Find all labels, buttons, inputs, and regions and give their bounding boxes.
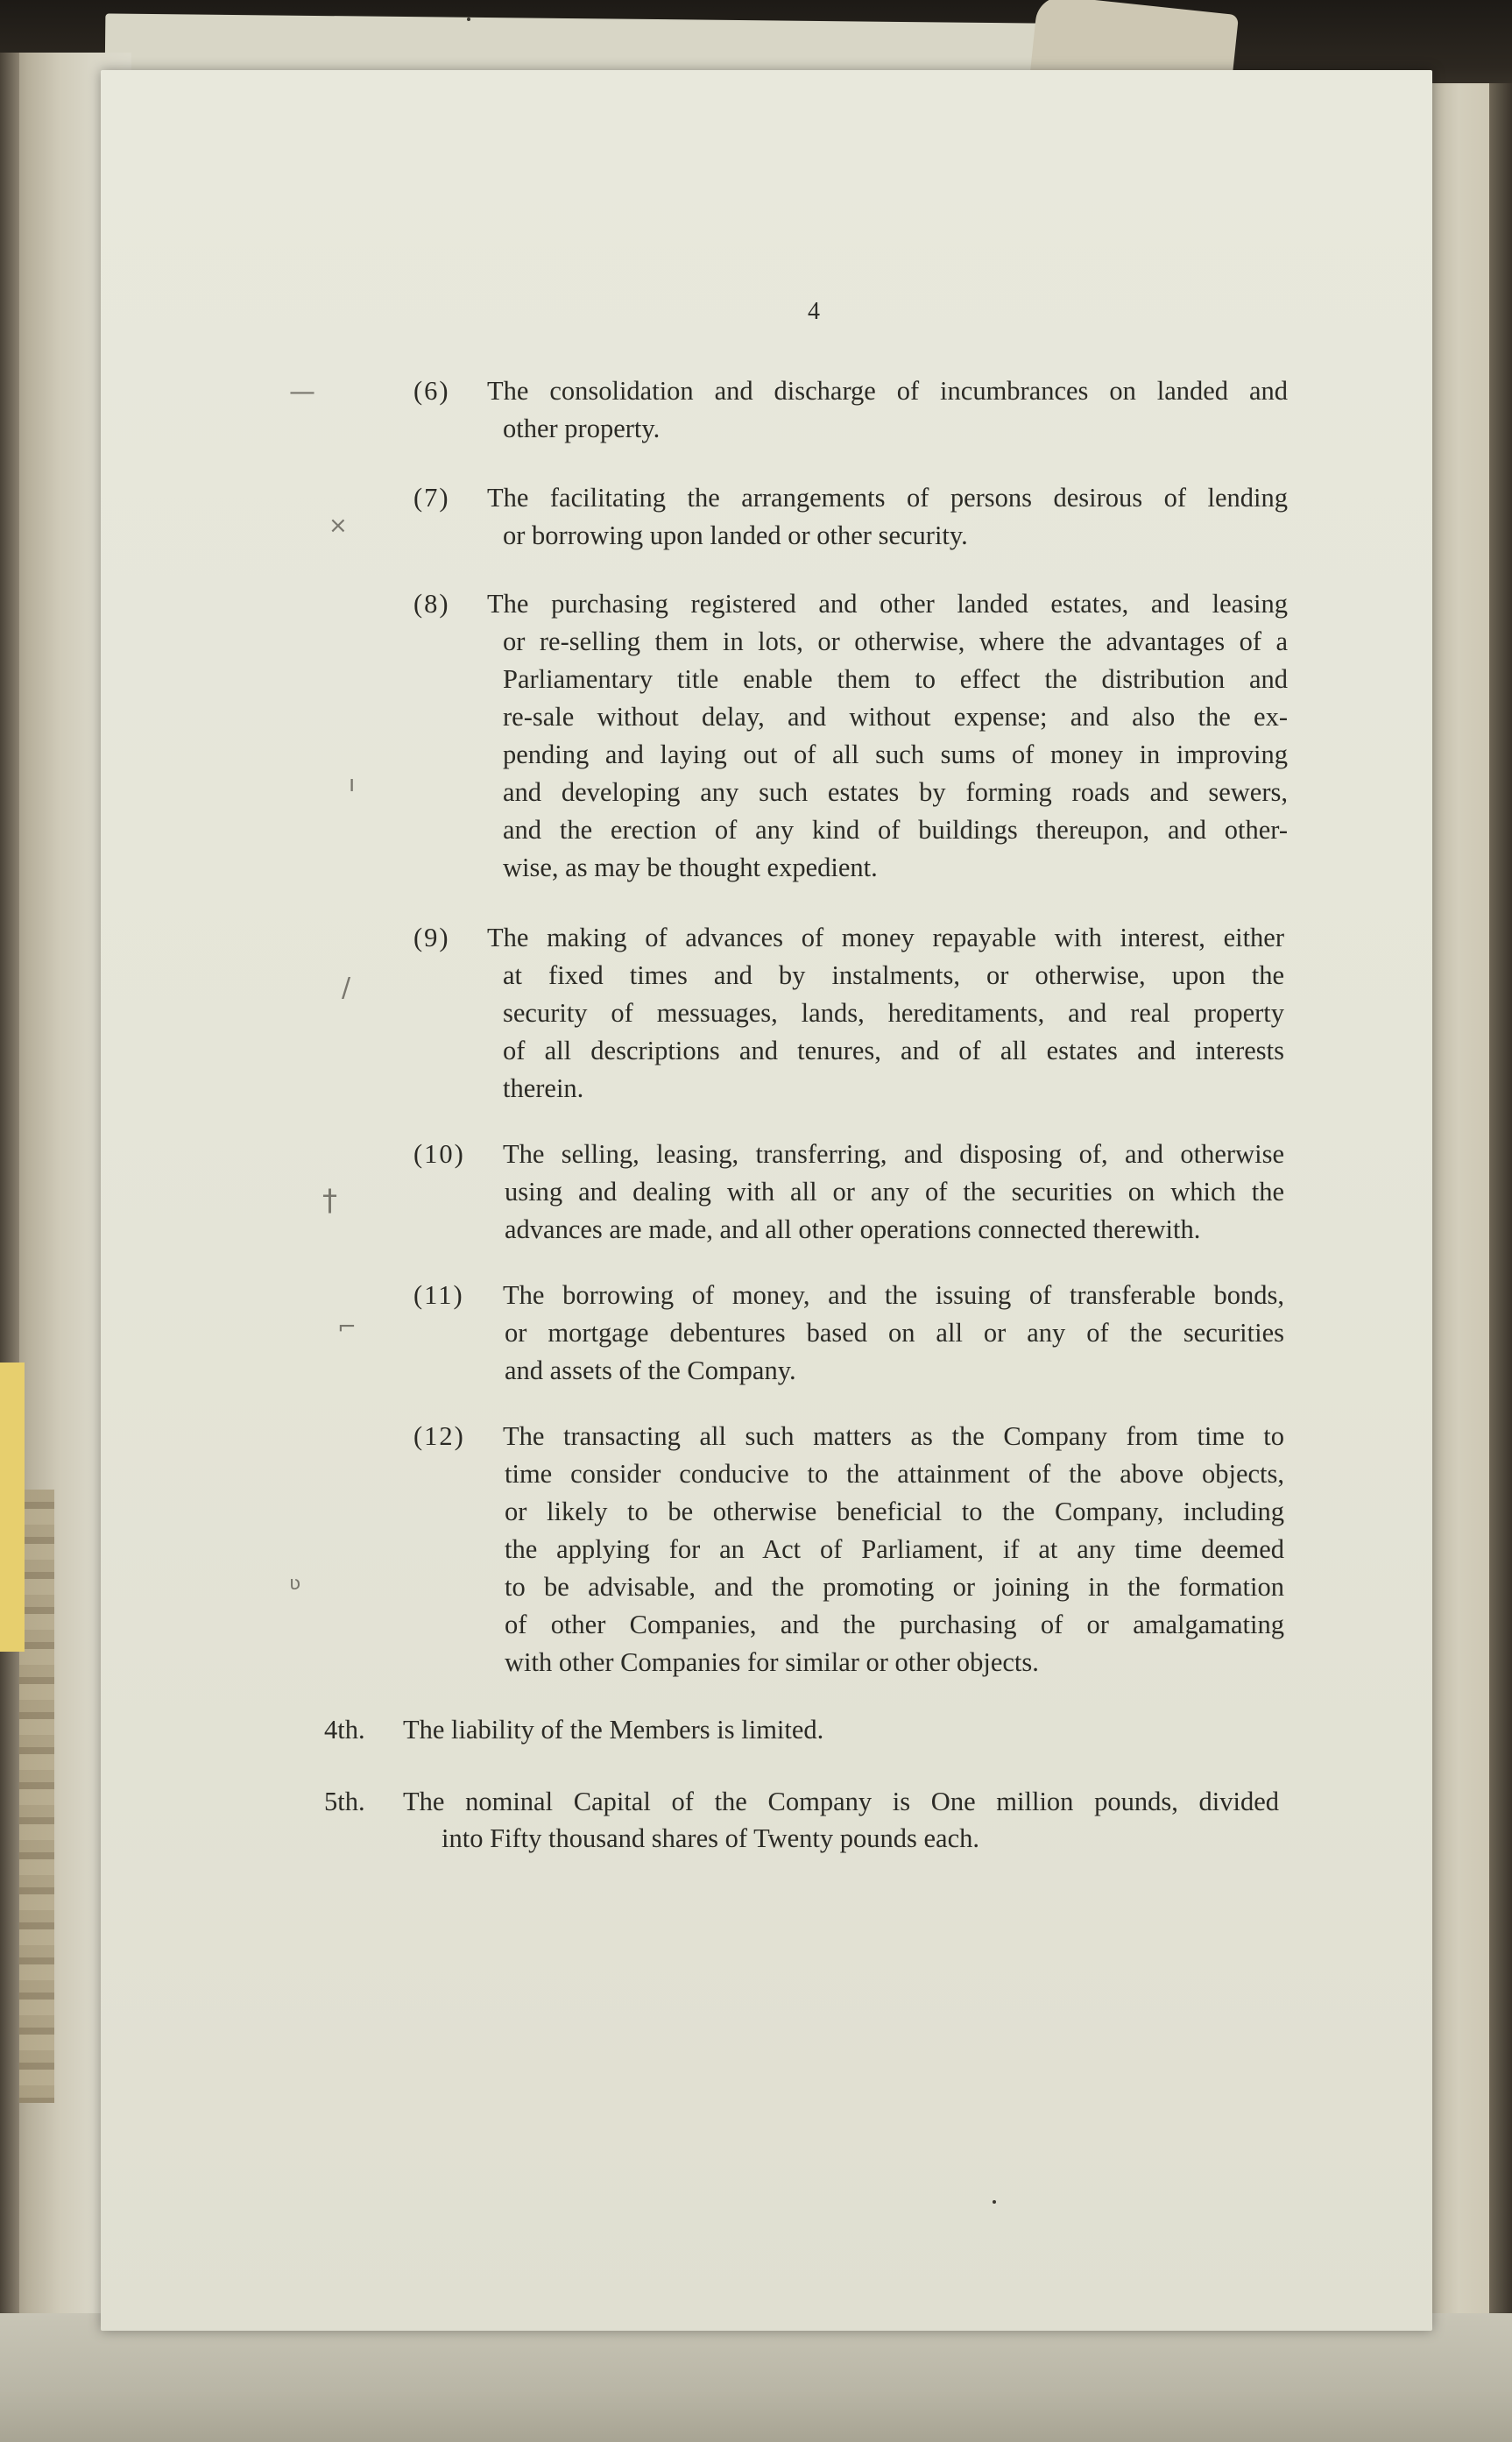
paragraph-line: with other Companies for similar or other objects. <box>505 1647 1039 1677</box>
pencil-mark: ı <box>349 771 356 797</box>
ink-speck <box>993 2200 996 2204</box>
paragraph-number: (6) <box>413 376 450 406</box>
paragraph-line: Parliamentary title enable them to effect the distribution and <box>503 664 1288 694</box>
paragraph-line: therein. <box>503 1073 584 1103</box>
paragraph-number: (10) <box>413 1139 465 1169</box>
paragraph-line: The transacting all such matters as the Company from time to <box>503 1421 1284 1451</box>
paragraph-6 <box>413 372 1288 448</box>
paragraph-line: other property. <box>503 414 661 443</box>
paragraph-7 <box>413 479 1288 555</box>
paragraph-line: The borrowing of money, and the issuing of transferable bonds, <box>503 1280 1284 1310</box>
paragraph-line: wise, as may be thought expedient. <box>503 853 878 882</box>
clause-line: into Fifty thousand shares of Twenty pounds each. <box>442 1823 979 1853</box>
paragraph-line: of all descriptions and tenures, and of all estates and interests <box>503 1036 1284 1065</box>
paragraph-line: and the erection of any kind of buildings thereupon, and other- <box>503 815 1288 845</box>
pencil-mark: / <box>342 973 351 1003</box>
clause-line: The liability of the Members is limited. <box>403 1715 824 1745</box>
paragraph-line: of other Companies, and the purchasing of or amalgamating <box>505 1610 1284 1639</box>
clause-label: 4th. <box>324 1715 365 1745</box>
pencil-mark: ⌐ <box>337 1314 357 1341</box>
paragraph-12 <box>413 1418 1284 1681</box>
paragraph-line: to be advisable, and the promoting or joining in the formation <box>505 1572 1284 1602</box>
worn-paper-strip <box>19 1490 54 2103</box>
paragraph-line: at fixed times and by instalments, or otherwise, upon the <box>503 960 1284 990</box>
paragraph-line: The selling, leasing, transferring, and disposing of, and otherwise <box>503 1139 1284 1169</box>
paragraph-line: or borrowing upon landed or other security. <box>503 520 968 550</box>
paragraph-line: and assets of the Company. <box>505 1355 796 1385</box>
paragraph-line: security of messuages, lands, hereditaments, and real property <box>503 998 1284 1028</box>
clause-5th <box>324 1783 1279 1857</box>
paragraph-number: (8) <box>413 589 450 619</box>
clause-line: The nominal Capital of the Company is One million pounds, divided <box>403 1787 1279 1816</box>
paragraph-11 <box>413 1277 1284 1390</box>
pencil-mark: — <box>289 377 315 407</box>
clause-label: 5th. <box>324 1787 365 1816</box>
paragraph-number: (9) <box>413 923 450 952</box>
paragraph-line: using and dealing with all or any of the securities on which the <box>505 1177 1284 1207</box>
yellow-paper-tab <box>0 1363 25 1652</box>
paragraph-line: the applying for an Act of Parliament, if at any time deemed <box>505 1534 1284 1564</box>
pencil-mark: × <box>329 513 348 539</box>
right-binding-shadow <box>1489 83 1512 2442</box>
bottom-board <box>0 2313 1512 2442</box>
paragraph-8 <box>413 585 1288 887</box>
paragraph-line: and developing any such estates by forming roads and sewers, <box>503 777 1288 807</box>
paragraph-line: pending and laying out of all such sums of money in improving <box>503 740 1288 769</box>
paragraph-number: (12) <box>413 1421 465 1451</box>
ink-speck <box>467 18 470 21</box>
paragraph-line: The consolidation and discharge of incumbrances on landed and <box>487 376 1288 406</box>
paragraph-line: time consider conducive to the attainment of the above objects, <box>505 1459 1284 1489</box>
paragraph-9 <box>413 919 1284 1108</box>
paragraph-10 <box>413 1136 1284 1249</box>
pencil-mark: ʋ <box>289 1573 301 1595</box>
binding-left-edge <box>0 53 19 2442</box>
paragraph-line: or likely to be otherwise beneficial to the Company, including <box>505 1497 1284 1526</box>
pencil-mark: † <box>322 1183 337 1218</box>
clause-4th <box>324 1711 1279 1748</box>
page-number: 4 <box>808 298 820 325</box>
paragraph-line: or mortgage debentures based on all or any of the securities <box>505 1318 1284 1348</box>
paragraph-number: (7) <box>413 483 450 513</box>
paragraph-line: re-sale without delay, and without expense; and also the ex- <box>503 702 1288 732</box>
paragraph-line: or re-selling them in lots, or otherwise, where the advantages of a <box>503 626 1288 656</box>
paragraph-line: The purchasing registered and other landed estates, and leasing <box>487 589 1288 619</box>
paragraph-number: (11) <box>413 1280 464 1310</box>
paragraph-line: The facilitating the arrangements of persons desirous of lending <box>487 483 1288 513</box>
paragraph-line: advances are made, and all other operations connected therewith. <box>505 1214 1201 1244</box>
paragraph-line: The making of advances of money repayable with interest, either <box>487 923 1284 952</box>
